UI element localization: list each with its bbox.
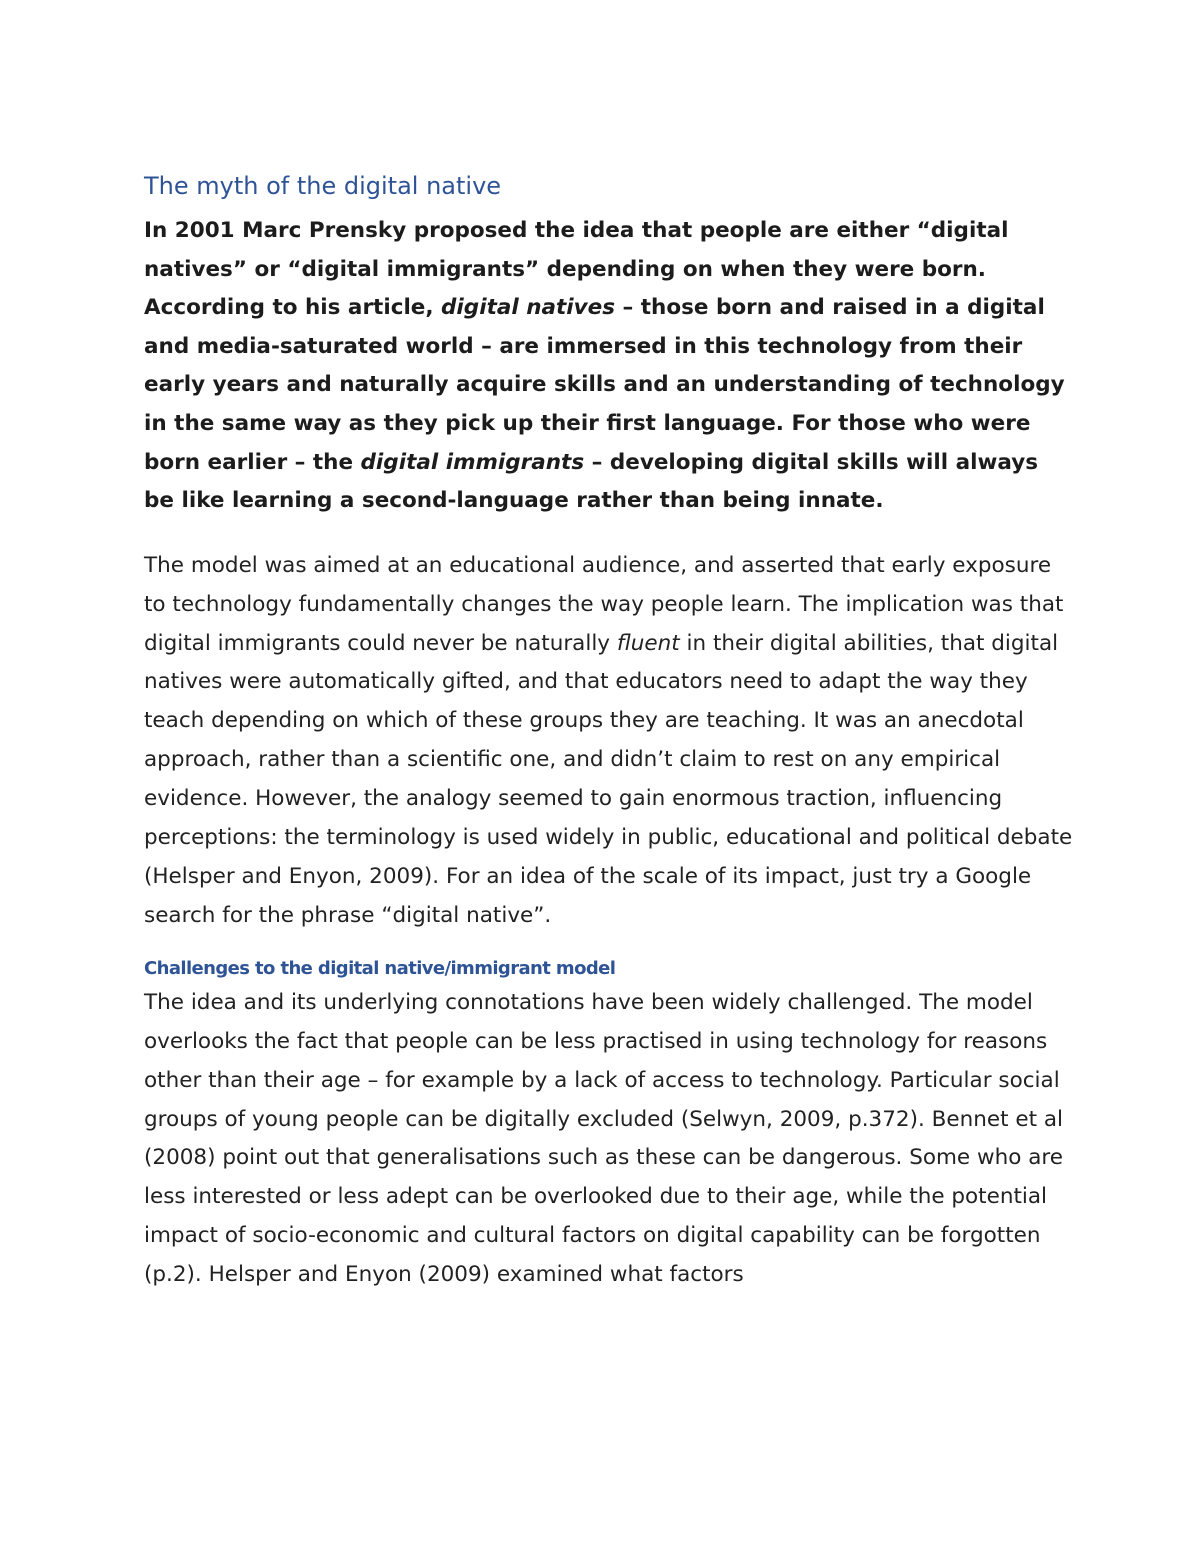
lead-text-1: In 2001 Marc Prensky proposed the idea that people are either “digital natives” or “digital immigrants” depending on when they were born. According to his article,	[144, 218, 1009, 321]
body-emphasis-fluent: fluent	[616, 630, 680, 656]
document-title: The myth of the digital native	[144, 172, 502, 200]
lead-text-3: – developing digital skills will always be like learning a second-language rather than being innate.	[144, 449, 1039, 514]
body-paragraph	[144, 547, 1074, 936]
lead-paragraph	[144, 212, 1074, 521]
section-paragraph: The idea and its underlying connotations have been widely challenged. The model overlooks the fact that people can be less practised in using technology for reasons other than their age – for example by a lack of access to technology. Particular social groups of young people can be digitally excluded (Selwyn, 2009, p.372). Bennet et al (2008) point out that generalisations such as these can be dangerous. Some who are less interested or less adept can be overlooked due to their age, while the potential impact of socio-economic and cultural factors on digital capability can be forgotten (p.2). Helsper and Enyon (2009) examined what factors	[144, 989, 1064, 1288]
document-page	[144, 168, 1074, 1295]
lead-emphasis-digital-immigrants: digital immigrants	[360, 449, 585, 475]
body-text-1: The model was aimed at an educational audience, and asserted that early exposure to technology fundamentally changes the way people learn. The implication was that digital immigrants could never be naturally	[144, 552, 1064, 656]
section-heading: Challenges to the digital native/immigrant model	[144, 957, 616, 979]
lead-emphasis-digital-natives: digital natives	[441, 295, 616, 321]
body-text-2: in their digital abilities, that digital natives were automatically gifted, and that educators need to adapt the way they teach depending on which of these groups they are teaching. It was an anecdotal approach, rather than a scientific one, and didn’t claim to rest on any empirical evidence. However, the analogy seemed to gain enormous traction, influencing perceptions: the terminology is used widely in public, educational and political debate (Helsper and Enyon, 2009). For an idea of the scale of its impact, just try a Google search for the phrase “digital native”.	[144, 630, 1073, 928]
lead-text-2: – those born and raised in a digital and media-saturated world – are immersed in this technology from their early years and naturally acquire skills and an understanding of technology in the same way as they pick up their first language. For those who were born earlier – the	[144, 295, 1065, 475]
